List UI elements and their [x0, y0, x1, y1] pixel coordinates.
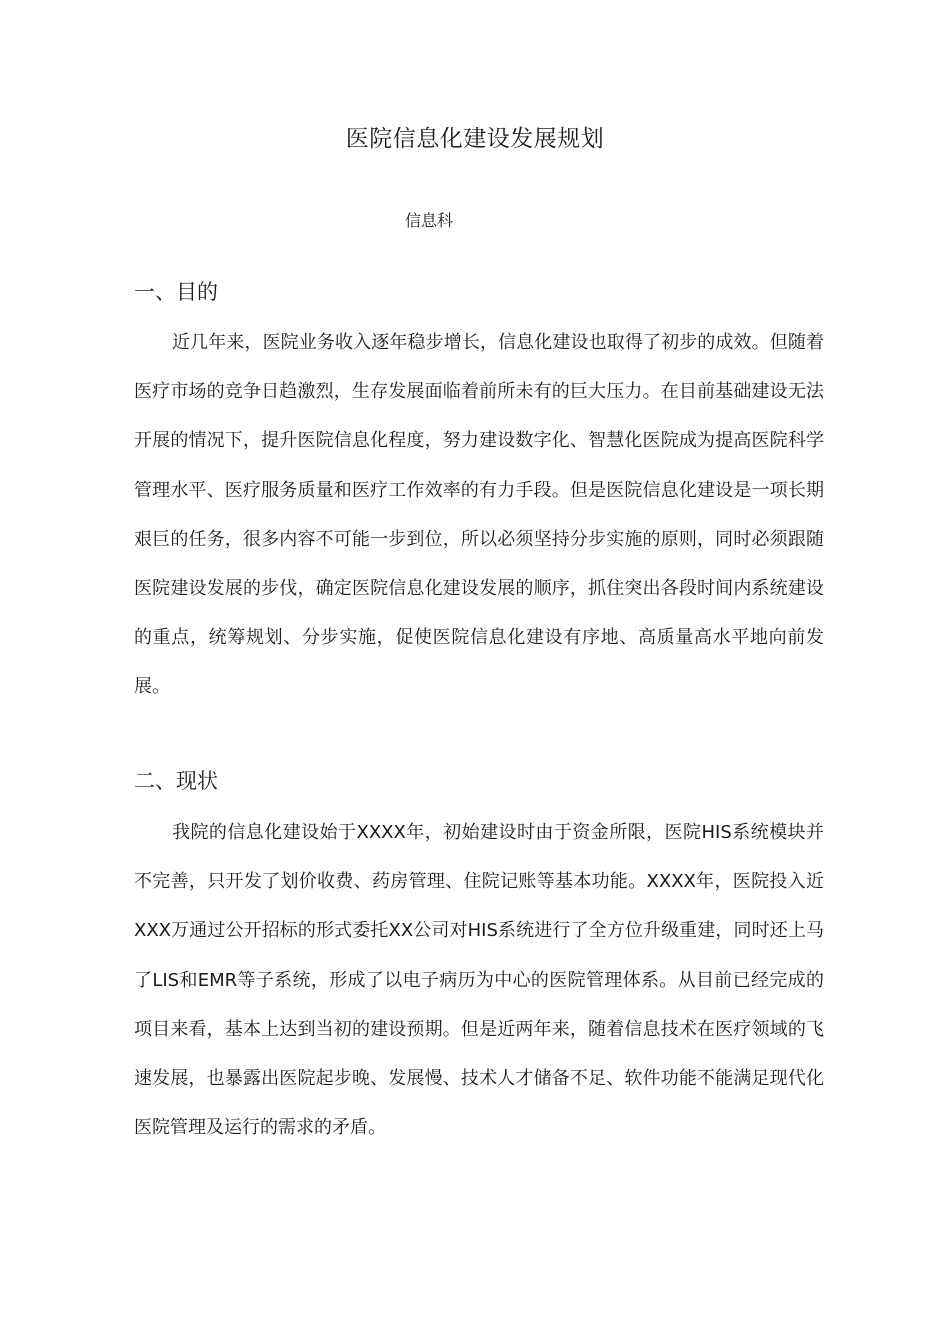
section-paragraph-purpose: 近几年来，医院业务收入逐年稳步增长，信息化建设也取得了初步的成效。但随着医疗市场的竞争日趋激烈，生存发展面临着前所未有的巨大压力。在目前基础建设无法开展的情况下，提升医院信息化程度，努力建设数字化、智慧化医院成为提高医院科学管理水平、医疗服务质量和医疗工作效率的有力手段。但是医院信息化建设是一项长期艰巨的任务，很多内容不可能一步到位，所以必须坚持分步实施的原则，同时必须跟随医院建设发展的步伐，确定医院信息化建设发展的顺序，抓住突出各段时间内系统建设的重点，统筹规划、分步实施，促使医院信息化建设有序地、高质量高水平地向前发展。: [134, 332, 824, 698]
document-author: 信息科: [404, 211, 453, 230]
document-title: 医院信息化建设发展规划: [345, 126, 605, 152]
section-heading-status: 二、现状: [134, 769, 218, 793]
section-heading-purpose: 一、目的: [134, 280, 218, 304]
section-paragraph-status: 我院的信息化建设始于XXXX年，初始建设时由于资金所限，医院HIS系统模块并不完善，只开发了划价收费、药房管理、住院记账等基本功能。XXXX年，医院投入近XXX万通过公开招标的形式委托XX公司对HIS系统进行了全方位升级重建，同时还上马了LIS和EMR等子系统，形成了以电子病历为中心的医院管理体系。从目前已经完成的项目来看，基本上达到当初的建设预期。但是近两年来，随着信息技术在医疗领域的飞速发展，也暴露出医院起步晚、发展慢、技术人才储备不足、软件功能不能满足现代化医院管理及运行的需求的矛盾。: [134, 822, 824, 1139]
